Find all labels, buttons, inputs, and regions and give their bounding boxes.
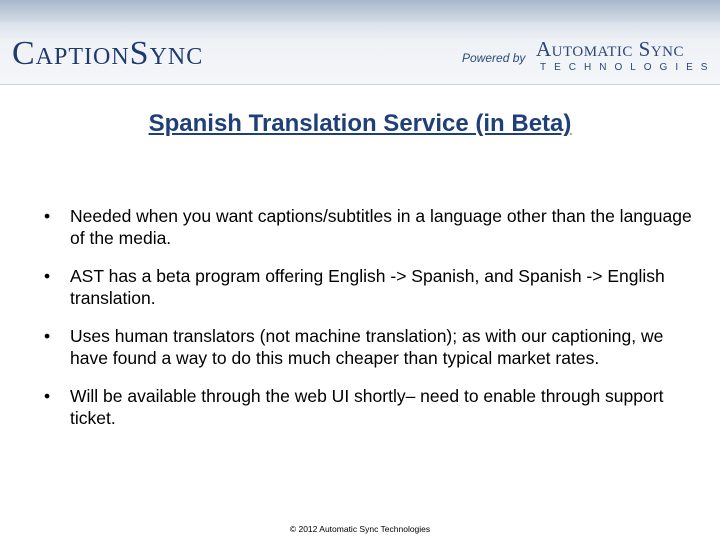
slide-title: Spanish Translation Service (in Beta): [148, 110, 572, 137]
bullet-text: AST has a beta program offering English -> Spanish, and Spanish -> English translation.: [70, 266, 665, 308]
captionsync-logo: CaptionSync: [12, 35, 204, 72]
automatic-sync-logo: Automatic Sync: [536, 37, 684, 61]
bullet-text: Uses human translators (not machine translation); as with our captioning, we have found a way to do this much cheaper than typical market rates.: [70, 326, 664, 368]
list-item: [44, 325, 692, 369]
bullet-list: [44, 205, 692, 445]
list-item: [44, 265, 692, 309]
copyright-footer: © 2012 Automatic Sync Technologies: [289, 524, 431, 534]
technologies-tagline: TECHNOLOGIES: [540, 62, 716, 73]
list-item: [44, 385, 692, 429]
header-top-band: [0, 0, 720, 22]
list-item: [44, 205, 692, 249]
bullet-icon: •: [44, 266, 51, 286]
bullet-icon: •: [44, 386, 51, 406]
bullet-icon: •: [44, 326, 51, 346]
header-banner: [0, 0, 720, 85]
bullet-text: Needed when you want captions/subtitles in a language other than the language of the media.: [70, 206, 692, 248]
bullet-text: Will be available through the web UI shortly– need to enable through support ticket.: [70, 386, 664, 428]
powered-by-label: Powered by: [462, 51, 526, 65]
bullet-icon: •: [44, 206, 51, 226]
